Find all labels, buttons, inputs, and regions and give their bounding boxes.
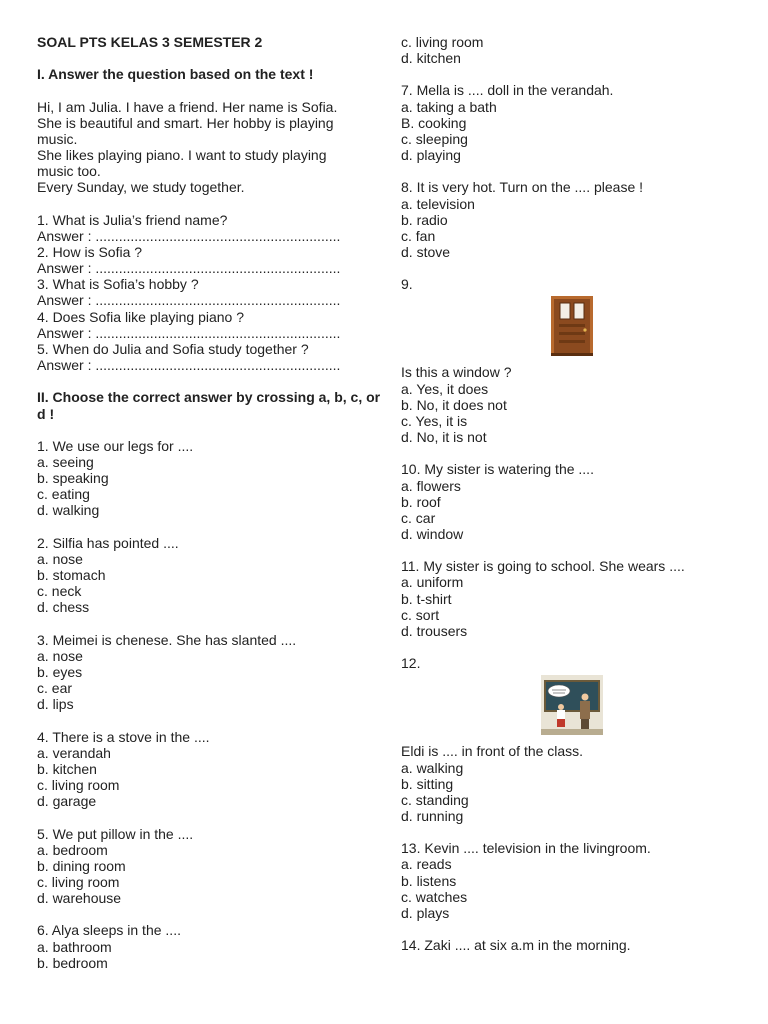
essay-question: 4. Does Sofia like playing piano ? bbox=[37, 308, 245, 325]
essay-question: 1. What is Julia’s friend name? bbox=[37, 211, 228, 228]
option: b. speaking bbox=[37, 470, 109, 487]
option: d. garage bbox=[37, 793, 97, 810]
option: d. lips bbox=[37, 696, 74, 713]
option: d. playing bbox=[401, 147, 461, 164]
question-text: Eldi is .... in front of the class. bbox=[401, 743, 584, 760]
option: d. chess bbox=[37, 599, 90, 616]
option: c. car bbox=[401, 509, 436, 526]
option: b. listens bbox=[401, 872, 457, 889]
mc-question-9 bbox=[401, 276, 741, 445]
question-text: 5. We put pillow in the .... bbox=[37, 825, 194, 842]
classroom-icon bbox=[541, 675, 603, 735]
essay-question: 5. When do Julia and Sofia study together ? bbox=[37, 340, 309, 357]
section-2-heading: II. Choose the correct answer by crossing a, b, c, or d ! bbox=[37, 389, 381, 422]
question-text: 11. My sister is going to school. She wears .... bbox=[401, 558, 685, 575]
essay-questions bbox=[37, 212, 387, 374]
option: d. kitchen bbox=[401, 50, 461, 67]
answer-line: Answer : ............................................................... bbox=[37, 227, 341, 244]
option: c. living room bbox=[401, 34, 484, 50]
mc-question-5 bbox=[37, 826, 387, 907]
option: a. Yes, it does bbox=[401, 380, 489, 397]
left-column bbox=[37, 34, 387, 971]
essay-question: 2. How is Sofia ? bbox=[37, 243, 143, 260]
door-picture bbox=[551, 296, 593, 356]
question-text: 6. Alya sleeps in the .... bbox=[37, 922, 181, 939]
option: a. bedroom bbox=[37, 841, 108, 858]
option: b. sitting bbox=[401, 775, 454, 792]
question-text: 4. There is a stove in the .... bbox=[37, 728, 210, 745]
section-1-heading: I. Answer the question based on the text ! bbox=[37, 66, 314, 83]
option: b. radio bbox=[401, 211, 448, 228]
question-text: 1. We use our legs for .... bbox=[37, 437, 194, 454]
option: d. warehouse bbox=[37, 890, 122, 907]
option: b. kitchen bbox=[37, 760, 97, 777]
passage-line: Every Sunday, we study together. bbox=[37, 179, 245, 196]
option: a. walking bbox=[401, 759, 464, 776]
option: c. sleeping bbox=[401, 130, 468, 147]
option: d. No, it is not bbox=[401, 429, 487, 446]
option: c. Yes, it is bbox=[401, 412, 468, 429]
option: c. neck bbox=[37, 583, 82, 600]
mc-question-1 bbox=[37, 438, 387, 519]
question-text: 13. Kevin .... television in the livingroom. bbox=[401, 840, 651, 857]
option: d. walking bbox=[37, 502, 100, 519]
option: a. bathroom bbox=[37, 938, 112, 955]
option: a. verandah bbox=[37, 744, 111, 761]
option: B. cooking bbox=[401, 114, 467, 131]
option: b. t-shirt bbox=[401, 590, 452, 607]
option: a. taking a bath bbox=[401, 98, 497, 115]
option: b. bedroom bbox=[37, 954, 108, 971]
essay-question: 3. What is Sofia’s hobby ? bbox=[37, 276, 199, 293]
option: c. eating bbox=[37, 486, 90, 503]
option: c. living room bbox=[37, 873, 120, 890]
option: a. reads bbox=[401, 856, 452, 873]
option: c. living room bbox=[37, 777, 120, 794]
mc-question-14 bbox=[401, 937, 741, 953]
answer-line: Answer : ............................................................... bbox=[37, 357, 341, 374]
answer-line: Answer : ............................................................... bbox=[37, 324, 341, 341]
option: a. seeing bbox=[37, 453, 94, 470]
mc-question-10 bbox=[401, 461, 741, 542]
mc-question-6 bbox=[37, 922, 387, 970]
option: a. uniform bbox=[401, 574, 464, 591]
passage-line: music too. bbox=[37, 163, 101, 180]
mc-question-7 bbox=[401, 82, 741, 163]
classroom-picture bbox=[541, 675, 603, 735]
question-text: 14. Zaki .... at six a.m in the morning. bbox=[401, 937, 631, 954]
option: d. running bbox=[401, 808, 464, 824]
mc-question-2 bbox=[37, 535, 387, 616]
mc-question-3 bbox=[37, 632, 387, 713]
option: b. stomach bbox=[37, 567, 106, 584]
passage-line: She is beautiful and smart. Her hobby is playing bbox=[37, 114, 334, 131]
option: c. sort bbox=[401, 606, 440, 623]
answer-line: Answer : ............................................................... bbox=[37, 292, 341, 309]
option: b. roof bbox=[401, 493, 441, 510]
right-column bbox=[401, 34, 741, 953]
question-text: 10. My sister is watering the .... bbox=[401, 461, 594, 478]
question-number: 12. bbox=[401, 655, 421, 672]
passage-line: Hi, I am Julia. I have a friend. Her name is Sofia. bbox=[37, 98, 338, 115]
mc-question-8 bbox=[401, 179, 741, 260]
question-text: 2. Silfia has pointed .... bbox=[37, 534, 179, 551]
mc-question-12 bbox=[401, 655, 741, 824]
option: c. watches bbox=[401, 888, 468, 905]
question-text: Is this a window ? bbox=[401, 364, 512, 381]
answer-line: Answer : ............................................................... bbox=[37, 260, 341, 277]
option: d. trousers bbox=[401, 622, 468, 639]
question-text: 3. Meimei is chenese. She has slanted .... bbox=[37, 631, 297, 648]
option: c. ear bbox=[37, 680, 73, 697]
door-icon bbox=[551, 296, 593, 356]
passage-line: She likes playing piano. I want to study playing bbox=[37, 147, 327, 164]
passage-line: music. bbox=[37, 130, 78, 147]
page-title: SOAL PTS KELAS 3 SEMESTER 2 bbox=[37, 34, 263, 50]
question-number: 9. bbox=[401, 276, 413, 293]
question-text: 8. It is very hot. Turn on the .... please ! bbox=[401, 179, 644, 196]
option: b. No, it does not bbox=[401, 396, 507, 413]
option: d. window bbox=[401, 526, 464, 542]
mc-question-6-continued bbox=[401, 34, 741, 66]
question-text: 7. Mella is .... doll in the verandah. bbox=[401, 82, 614, 99]
option: a. flowers bbox=[401, 477, 461, 494]
option: c. standing bbox=[401, 791, 469, 808]
option: b. eyes bbox=[37, 663, 83, 680]
option: b. dining room bbox=[37, 857, 126, 874]
mc-question-4 bbox=[37, 729, 387, 810]
mc-question-13 bbox=[401, 840, 741, 921]
option: a. nose bbox=[37, 647, 83, 664]
option: a. television bbox=[401, 195, 475, 212]
option: c. fan bbox=[401, 227, 436, 244]
option: d. stove bbox=[401, 244, 451, 260]
reading-passage bbox=[37, 99, 387, 196]
mc-question-11 bbox=[401, 558, 741, 639]
option: d. plays bbox=[401, 904, 450, 921]
option: a. nose bbox=[37, 550, 83, 567]
